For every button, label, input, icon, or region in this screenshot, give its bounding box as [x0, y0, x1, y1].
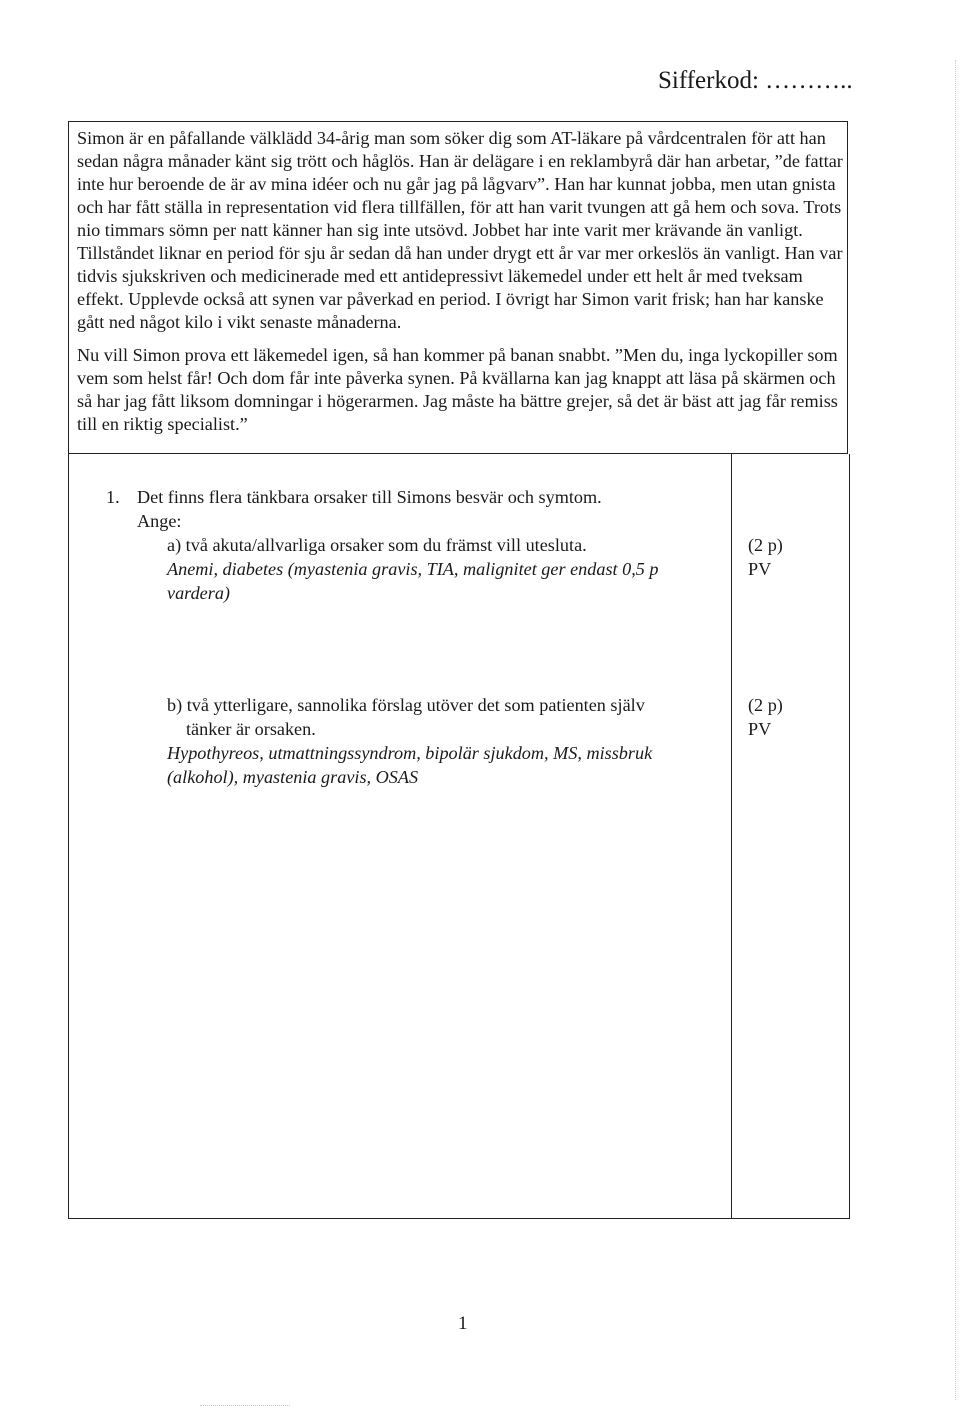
part-a-prompt: a) två akuta/allvarliga orsaker som du främst vill utesluta.: [167, 535, 587, 555]
part-b-prompt-line-2: tänker är orsaken.: [186, 719, 316, 739]
code-label: Sifferkod: ………..: [658, 67, 853, 94]
part-a-answer-line-1: Anemi, diabetes (myastenia gravis, TIA, malignitet ger endast 0,5 p: [167, 559, 659, 579]
part-b-points: (2 p): [748, 695, 783, 715]
question-intro: Det finns flera tänkbara orsaker till Simons besvär och symtom.: [137, 487, 602, 507]
case-paragraph-2: Nu vill Simon prova ett läkemedel igen, så han kommer på banan snabbt. ”Men du, inga lyckopiller som vem som helst får! Och dom får inte påverka synen. På kvällarna kan jag knappt att läsa på skärmen och så har jag fått liksom domningar i högerarmen. Jag måste ha bättre grejer, så det är bäst att jag får remiss till en riktig specialist.”: [77, 345, 838, 434]
points-column-divider: [731, 454, 732, 1219]
scan-margin-line: [955, 60, 956, 1400]
case-description: [77, 127, 845, 436]
part-a-answer-line-2: vardera): [167, 583, 230, 603]
page-number: 1: [458, 1313, 468, 1334]
scan-artifact-dots: [200, 1405, 290, 1406]
part-b-answer-line-2: (alkohol), myastenia gravis, OSAS: [167, 767, 419, 787]
question-ange: Ange:: [137, 511, 182, 531]
case-paragraph-1: Simon är en påfallande välklädd 34-årig man som söker dig som AT-läkare på vårdcentralen för att han sedan några månader känt sig trött och håglös. Han är delägare i en reklambyrå där han arbetar, ”de fattar inte hur beroende de är av mina idéer och nu går jag på lågvarv”. Han har kunnat jobba, men utan gnista och har fått ställa in representation vid flera tillfällen, för att han varit tvungen att gå hem och sova. Trots nio timmars sömn per natt känner han sig inte utsövd. Jobbet har inte varit mer krävande än vanligt. Tillståndet liknar en period för sju år sedan då han under drygt ett år var mer orkeslös än vanligt. Han var tidvis sjukskriven och medicinerade med ett antidepressivt läkemedel under ett helt år med tveksam effekt. Upplevde också att synen var påverkad en period. I övrigt har Simon varit frisk; han har kanske gått ned något kilo i vikt senaste månaderna.: [77, 128, 843, 332]
question-number: 1.: [106, 487, 120, 507]
part-a-points: (2 p): [748, 535, 783, 555]
part-b-prompt-line-1: b) två ytterligare, sannolika förslag utöver det som patienten själv: [167, 695, 645, 715]
part-b-grader: PV: [748, 719, 772, 739]
part-b-answer-line-1: Hypothyreos, utmattningssyndrom, bipolär sjukdom, MS, missbruk: [167, 743, 653, 763]
part-a-grader: PV: [748, 559, 772, 579]
